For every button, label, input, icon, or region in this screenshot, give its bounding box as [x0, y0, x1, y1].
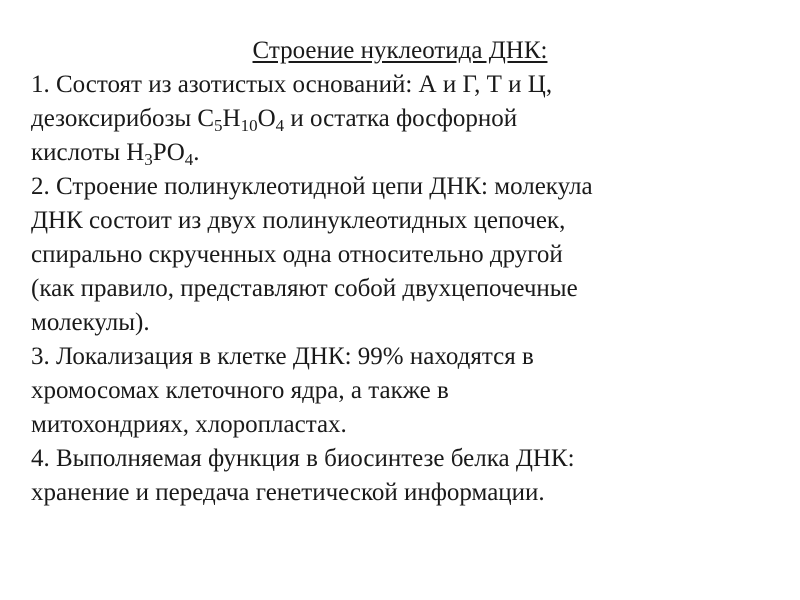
text-fragment: кислоты H [31, 139, 145, 166]
subscript: 4 [275, 116, 285, 135]
point-1-line-3 [31, 136, 781, 170]
slide-content [31, 34, 781, 510]
point-1-line-1: 1. Состоят из азотистых оснований: А и Г, Т и Ц, [31, 71, 553, 98]
point-2-line-4: (как правило, представляют собой двухцепочечные [31, 275, 578, 302]
point-3-line-3: митохондриях, хлоропластах. [31, 411, 347, 438]
point-2-line-2: ДНК состоит из двух полинуклеотидных цепочек, [31, 207, 566, 234]
point-4-line-2: хранение и передача генетической информации. [31, 479, 545, 506]
subscript: 10 [240, 116, 258, 135]
point-3-line-1: 3. Локализация в клетке ДНК: 99% находятся в [31, 343, 534, 370]
subscript: 4 [184, 150, 194, 169]
text-fragment: дезоксирибозы C [31, 105, 215, 132]
point-3-line-2: хромосомах клеточного ядра, а также в [31, 377, 449, 404]
subscript: 5 [214, 116, 223, 135]
point-2-line-5: молекулы). [31, 309, 150, 336]
point-1-line-2 [31, 102, 781, 136]
text-fragment: PO [152, 139, 185, 166]
text-fragment: . [193, 139, 200, 166]
subscript: 3 [144, 150, 153, 169]
point-4-line-1: 4. Выполняемая функция в биосинтезе белка ДНК: [31, 445, 575, 472]
point-2-line-1: 2. Строение полинуклеотидной цепи ДНК: молекула [31, 173, 593, 200]
text-fragment: H [222, 105, 241, 132]
text-fragment: O [257, 105, 276, 132]
slide-title: Строение нуклеотида ДНК: [252, 37, 548, 64]
text-fragment: и остатка фосфорной [284, 105, 518, 132]
point-2-line-3: спирально скрученных одна относительно другой [31, 241, 563, 268]
